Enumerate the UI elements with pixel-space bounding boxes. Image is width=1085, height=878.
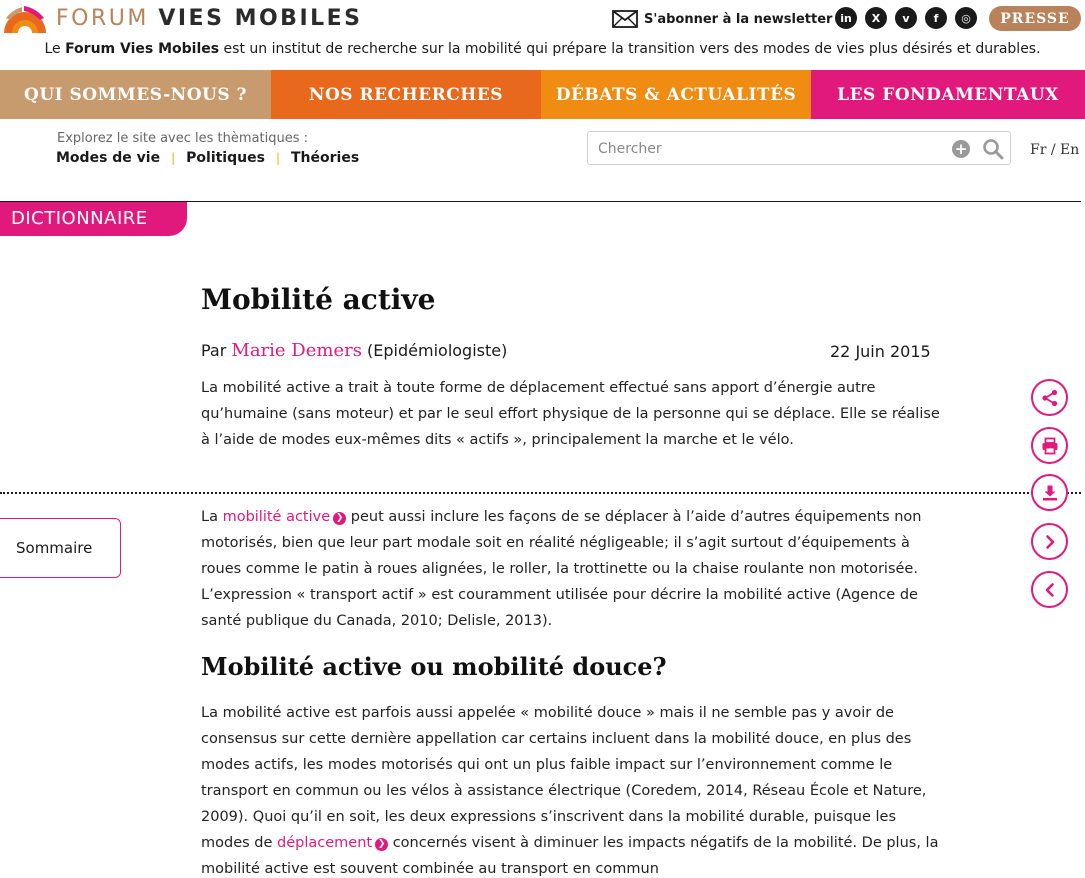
tagline xyxy=(0,41,1085,57)
dotted-separator xyxy=(0,492,1081,494)
brand-name[interactable] xyxy=(56,5,363,33)
instagram-icon[interactable]: ◎ xyxy=(955,7,977,29)
theme-separator: | xyxy=(275,151,280,165)
presse-button[interactable]: PRESSE xyxy=(989,6,1081,31)
sommaire-button[interactable]: Sommaire xyxy=(0,518,121,578)
newsletter-label: S'abonner à la newsletter xyxy=(644,11,833,27)
thematics-intro: Explorez le site avec les thèmatiques : xyxy=(57,131,308,146)
search-input[interactable] xyxy=(598,139,928,159)
tagline-brand: Forum Vies Mobiles xyxy=(65,41,220,57)
theme-politiques[interactable]: Politiques xyxy=(186,150,265,166)
chevron-left-icon xyxy=(1042,582,1058,598)
print-button[interactable] xyxy=(1031,427,1068,464)
vimeo-icon[interactable]: v xyxy=(895,7,917,29)
link-deplacement-label: déplacement xyxy=(277,835,373,851)
author-role: (Epidémiologiste) xyxy=(361,341,508,360)
p2-text: peut aussi inclure les façons de se déplacer à l’aide d’autres équipements non motorisés, bien que leur part modale soit en réalité négligeable; il s’agit surtout d’équipements à roues comme le patin à roues alignées, le roller, la trottinette ou la chaise roulante non motorisée. L’expression « transport actif » est couramment utilisée pour décrire la mobilité active (Agence de santé publique du Canada, 2010; Delisle, 2013). xyxy=(201,509,922,629)
lang-fr[interactable]: Fr xyxy=(1030,142,1047,158)
theme-modes-de-vie[interactable]: Modes de vie xyxy=(56,150,161,166)
author-link[interactable]: Marie Demers xyxy=(231,340,362,361)
link-mobilite-active[interactable] xyxy=(223,509,347,525)
article-title: Mobilité active xyxy=(201,283,436,316)
printer-icon xyxy=(1041,437,1059,455)
brand-logo-icon[interactable] xyxy=(2,4,48,34)
tagline-prefix: Le xyxy=(44,41,66,57)
nav-debats-actualites[interactable]: DÉBATS & ACTUALITÉS xyxy=(541,70,811,119)
linkedin-icon[interactable]: in xyxy=(835,7,857,29)
previous-button[interactable] xyxy=(1031,571,1068,608)
article-paragraph-2 xyxy=(201,504,931,634)
mail-icon xyxy=(612,10,638,28)
p2-prefix: La xyxy=(201,509,223,525)
section-heading: Mobilité active ou mobilité douce? xyxy=(201,652,667,681)
brand-name-part2: VIES MOBILES xyxy=(158,6,363,31)
social-links xyxy=(835,7,977,29)
tagline-text: est un institut de recherche sur la mobilité qui prépare la transition vers des modes de vies plus désirés et durables. xyxy=(219,41,1041,57)
main-nav xyxy=(0,70,1085,119)
share-icon xyxy=(1041,389,1059,407)
newsletter-link[interactable] xyxy=(612,8,832,30)
plus-icon[interactable]: + xyxy=(952,140,970,158)
search-box xyxy=(587,131,1011,165)
theme-theories[interactable]: Théories xyxy=(290,150,360,166)
link-mobilite-active-label: mobilité active xyxy=(222,509,331,525)
byline-prefix: Par xyxy=(201,341,232,360)
thematics-links xyxy=(56,150,359,166)
download-icon xyxy=(1041,484,1059,502)
language-switcher xyxy=(1030,142,1079,158)
download-button[interactable] xyxy=(1031,474,1068,511)
article-paragraph-1: La mobilité active a trait à toute forme de déplacement effectué sans apport d’énergie autre qu’humaine (sans moteur) et par le seul effort physique de la personne qui se déplace. Elle se réalise à l’aide de modes eux-mêmes dits « actifs », principalement la marche et le vélo. xyxy=(201,380,940,448)
next-button[interactable] xyxy=(1031,523,1068,560)
theme-separator: | xyxy=(171,151,176,165)
search-icon[interactable] xyxy=(982,138,1004,160)
x-twitter-icon[interactable]: X xyxy=(865,7,887,29)
facebook-icon[interactable]: f xyxy=(925,7,947,29)
share-button[interactable] xyxy=(1031,379,1068,416)
nav-les-fondamentaux[interactable]: LES FONDAMENTAUX xyxy=(811,70,1085,119)
section-tag-dictionnaire[interactable]: DICTIONNAIRE xyxy=(0,202,187,236)
link-deplacement[interactable] xyxy=(277,835,388,851)
nav-nos-recherches[interactable]: NOS RECHERCHES xyxy=(271,70,541,119)
chevron-right-circle-icon: ❯ xyxy=(333,512,346,525)
chevron-right-circle-icon: ❯ xyxy=(375,838,388,851)
article-byline xyxy=(201,340,507,361)
lang-en[interactable]: En xyxy=(1060,142,1080,158)
p3-text: concernés visent à diminuer les impacts négatifs de la mobilité. De plus, la mobilité active est souvent combinée au transport en commun xyxy=(201,835,939,877)
top-bar xyxy=(0,0,1085,38)
lang-separator: / xyxy=(1050,142,1056,158)
article-paragraph-3 xyxy=(201,700,941,878)
article-date: 22 Juin 2015 xyxy=(830,342,931,361)
nav-qui-sommes-nous[interactable]: QUI SOMMES-NOUS ? xyxy=(0,70,271,119)
chevron-right-icon xyxy=(1042,534,1058,550)
brand-name-part1: FORUM xyxy=(56,6,159,31)
p3-prefix: La mobilité active est parfois aussi appelée « mobilité douce » mais il ne semble pas y avoir de consensus sur cette dernière appellation car certains incluent dans la mobilité douce, en plus des modes actifs, les modes motorisés qui ont un plus faible impact sur l’environnement comme le transport en commun ou les vélos à assistance électrique (Coredem, 2014, Réseau École et Nature, 2009). Quoi qu’il en soit, les deux expressions s’inscrivent dans la mobilité durable, puisque les modes de xyxy=(201,705,927,851)
